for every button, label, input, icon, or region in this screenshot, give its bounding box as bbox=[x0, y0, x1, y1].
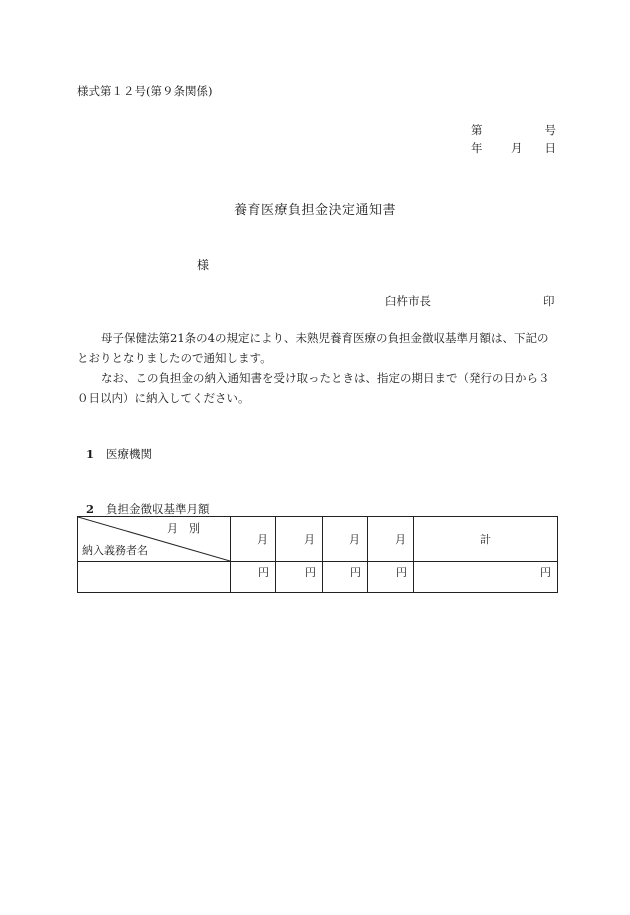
form-number: 様式第１２号(第９条関係) bbox=[77, 84, 213, 98]
month-header-1: 月 bbox=[231, 517, 276, 562]
amount-cell-4: 円 bbox=[368, 562, 414, 593]
amount-table bbox=[77, 516, 558, 593]
diagonal-header-cell bbox=[78, 517, 231, 562]
table-row bbox=[78, 562, 558, 593]
amount-cell-2: 円 bbox=[276, 562, 323, 593]
date-day: 日 bbox=[544, 141, 556, 155]
payer-name-header-label: 納入義務者名 bbox=[82, 544, 148, 557]
addressee-honorific: 様 bbox=[197, 258, 210, 272]
date-year: 年 bbox=[471, 141, 483, 155]
amount-cell-3: 円 bbox=[323, 562, 368, 593]
month-header-4: 月 bbox=[368, 517, 414, 562]
section-monthly-amount bbox=[86, 501, 210, 517]
total-header: 計 bbox=[414, 517, 558, 562]
page-title: 養育医療負担金決定通知書 bbox=[233, 203, 396, 218]
section-label: 医療機関 bbox=[106, 447, 153, 461]
total-amount-cell: 円 bbox=[414, 562, 558, 593]
number-suffix: 号 bbox=[544, 123, 556, 137]
payer-name-cell bbox=[78, 562, 231, 593]
body-paragraph-2: なお、この負担金の納入通知書を受け取ったときは、指定の期日まで（発行の日から３０日以内）に納入してください。 bbox=[77, 371, 550, 405]
section-label: 負担金徴収基準月額 bbox=[106, 502, 210, 516]
date-month: 月 bbox=[511, 141, 523, 155]
month-header-2: 月 bbox=[276, 517, 323, 562]
seal-mark: 印 bbox=[543, 294, 555, 308]
body-paragraph-1: 母子保健法第21条の4の規定により、未熟児養育医療の負担金徴収基準月額は、下記のとおりとなりましたので通知します。 bbox=[77, 331, 549, 365]
section-medical-institution bbox=[86, 446, 152, 462]
table-header-row bbox=[78, 517, 558, 562]
month-header-3: 月 bbox=[323, 517, 368, 562]
section-number: 1 bbox=[86, 447, 95, 461]
month-header-label: 月 別 bbox=[167, 522, 200, 535]
amount-cell-1: 円 bbox=[231, 562, 276, 593]
number-prefix: 第 bbox=[471, 123, 483, 137]
section-number: 2 bbox=[86, 502, 95, 516]
issuer-name: 臼杵市長 bbox=[385, 294, 431, 308]
